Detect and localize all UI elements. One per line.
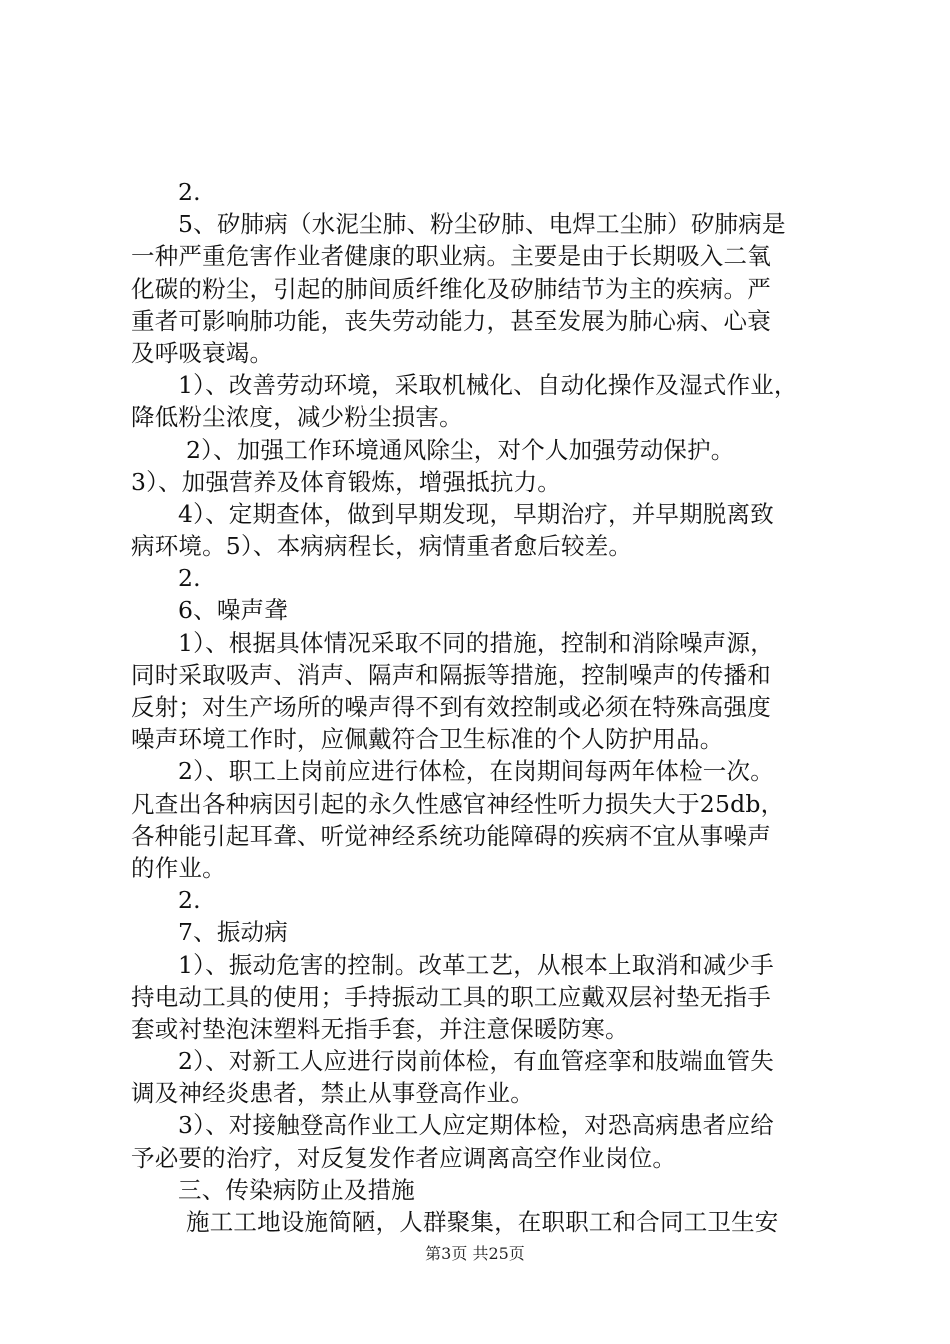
text-line: 7、振动病 bbox=[178, 918, 288, 947]
text-line: 套或衬垫泡沫塑料无指手套，并注意保暖防寒。 bbox=[131, 1014, 629, 1043]
text-line: 3）、对接触登高作业工人应定期体检，对恐高病患者应给 bbox=[178, 1111, 774, 1140]
text-line: 一种严重危害作业者健康的职业病。主要是由于长期吸入二氧 bbox=[131, 242, 771, 271]
text-line: 4）、定期查体，做到早期发现，早期治疗，并早期脱离致 bbox=[178, 499, 774, 528]
text-line: 重者可影响肺功能，丧失劳动能力，甚至发展为肺心病、心衰 bbox=[131, 306, 771, 335]
text-line: 凡查出各种病因引起的永久性感官神经性听力损失大于25db， bbox=[131, 789, 785, 818]
text-line: 病环境。5）、本病病程长，病情重者愈后较差。 bbox=[131, 532, 633, 561]
text-line: 降低粉尘浓度，减少粉尘损害。 bbox=[131, 403, 463, 432]
text-line: 予必要的治疗，对反复发作者应调离高空作业岗位。 bbox=[131, 1143, 677, 1172]
text-line: 1）、振动危害的控制。改革工艺，从根本上取消和减少手 bbox=[178, 950, 774, 979]
text-line: 2. bbox=[178, 178, 201, 206]
text-line: 持电动工具的使用；手持振动工具的职工应戴双层衬垫无指手 bbox=[131, 982, 771, 1011]
text-line: 1）、根据具体情况采取不同的措施，控制和消除噪声源， bbox=[178, 628, 774, 657]
text-line: 三、传染病防止及措施 bbox=[178, 1175, 415, 1204]
text-line: 同时采取吸声、消声、隔声和隔振等措施，控制噪声的传播和 bbox=[131, 660, 771, 689]
document-body bbox=[131, 176, 836, 1238]
text-line: 2）、加强工作环境通风除尘，对个人加强劳动保护。 bbox=[186, 435, 735, 464]
text-line: 反射；对生产场所的噪声得不到有效控制或必须在特殊高强度 bbox=[131, 693, 771, 721]
text-line: 调及神经炎患者，禁止从事登高作业。 bbox=[131, 1079, 534, 1108]
text-line: 2）、职工上岗前应进行体检，在岗期间每两年体检一次。 bbox=[178, 757, 774, 786]
text-line: 5、矽肺病（水泥尘肺、粉尘矽肺、电焊工尘肺）矽肺病是 bbox=[178, 210, 786, 239]
text-line: 施工工地设施简陋，人群聚集，在职职工和合同工卫生安 bbox=[186, 1208, 779, 1236]
text-line: 各种能引起耳聋、听觉神经系统功能障碍的疾病不宜从事噪声 bbox=[131, 821, 771, 850]
text-line: 2. bbox=[178, 564, 201, 593]
text-line: 6、噪声聋 bbox=[178, 596, 288, 625]
text-line: 噪声环境工作时，应佩戴符合卫生标准的个人防护用品。 bbox=[131, 725, 724, 754]
text-line: 1）、改善劳动环境，采取机械化、自动化操作及湿式作业， bbox=[178, 371, 798, 400]
text-line: 3）、加强营养及体育锻炼，增强抵抗力。 bbox=[131, 467, 562, 496]
text-line: 2. bbox=[178, 886, 201, 915]
text-line: 的作业。 bbox=[131, 853, 226, 882]
text-line: 2）、对新工人应进行岗前体检，有血管痉挛和肢端血管失 bbox=[178, 1047, 774, 1076]
text-line: 及呼吸衰竭。 bbox=[131, 338, 274, 367]
text-line: 化碳的粉尘，引起的肺间质纤维化及矽肺结节为主的疾病。严 bbox=[131, 274, 771, 303]
page-footer: 第3页 共25页 bbox=[425, 1244, 525, 1263]
